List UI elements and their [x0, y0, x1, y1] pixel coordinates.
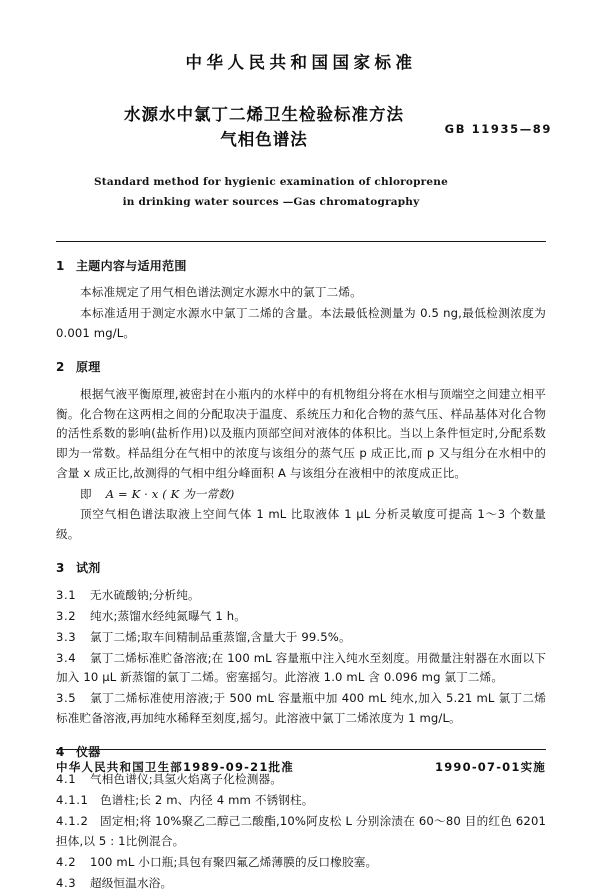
instrument-item — [56, 853, 546, 873]
reagent-item-label: 3.5 — [56, 691, 77, 706]
instrument-item-label: 4.1.2 — [56, 813, 89, 828]
section-2-number: 2 — [56, 359, 65, 374]
instrument-item — [56, 812, 546, 852]
section-2-formula-line — [56, 485, 546, 505]
section-4-number: 4 — [56, 745, 65, 760]
instrument-item-label: 4.3 — [56, 875, 77, 890]
reagent-item-text: 纯水;蒸馏水经纯氮曝气 1 h。 — [90, 608, 246, 623]
instrument-item-text: 色谱柱;长 2 m、内径 4 mm 不锈钢柱。 — [100, 792, 314, 807]
instrument-item — [56, 874, 546, 894]
document-title — [64, 102, 464, 153]
instrument-item-label: 4.1 — [56, 771, 77, 786]
section-heading-2 — [56, 357, 546, 378]
formula-keyword: 即 — [80, 487, 92, 502]
section-1-paragraph-1: 本标准规定了用气相色谱法测定水源水中的氯丁二烯。 — [80, 285, 362, 300]
section-1-number: 1 — [56, 258, 65, 273]
section-2-paragraph-2: 顶空气相色谱法取液上空间气体 1 mL 比取液体 1 μL 分析灵敏度可提高 1～3 个数量级。 — [56, 507, 546, 542]
reagent-item-label: 3.2 — [56, 608, 77, 623]
section-heading-1 — [56, 256, 546, 277]
reagent-item-label: 3.4 — [56, 650, 77, 665]
english-title — [66, 173, 476, 213]
reagent-item-label: 3.1 — [56, 587, 77, 602]
footer-row — [56, 759, 546, 775]
instrument-item-text: 超级恒温水浴。 — [90, 875, 173, 890]
reagent-item-text: 氯丁二烯;取车间精制品重蒸馏,含量大于 99.5%。 — [90, 629, 351, 644]
document-body — [56, 256, 546, 894]
reagent-item-label: 3.3 — [56, 629, 77, 644]
reagent-item-text: 无水硫酸钠;分析纯。 — [90, 587, 200, 602]
reagent-item — [56, 689, 546, 729]
standard-number: GB 11935—89 — [444, 121, 552, 136]
section-2-title: 原理 — [76, 359, 101, 374]
section-heading-3 — [56, 558, 546, 579]
document-title-line-1: 水源水中氯丁二烯卫生检验标准方法 — [124, 104, 404, 124]
english-title-line-2: in drinking water sources —Gas chromatography — [122, 195, 420, 208]
page-footer — [56, 749, 546, 775]
instrument-item-text: 100 mL 小口瓶;具包有聚四氟乙烯薄膜的反口橡胶塞。 — [90, 854, 378, 869]
section-3-number: 3 — [56, 561, 65, 576]
instrument-item-label: 4.1.1 — [56, 792, 89, 807]
approval-statement: 中华人民共和国卫生部1989-09-21批准 — [56, 760, 294, 774]
reagent-item — [56, 586, 546, 606]
title-block — [56, 102, 552, 153]
instrument-item-label: 4.2 — [56, 854, 77, 869]
section-4-title: 仪器 — [76, 745, 101, 760]
section-2-paragraph-1: 根据气液平衡原理,被密封在小瓶内的水样中的有机物组分将在水相与顶端空之间建立相平衡。化合物在这两相之间的分配取决于温度、系统压力和化合物的蒸气压、样品基体对化合物的活性系数的影响(盐析作用)以及瓶内顶部空间对液体的体积比。当以上条件恒定时,分配系数即为一常数。样品组分在气相中的浓度与该组分的蒸气压 p 成正比,而 p 又与组分在水相中的含量 x 成正比,故测得的气相中组分峰面积 A 与该组分在液相中的浓度成正比。 — [56, 386, 546, 481]
instrument-item — [56, 791, 546, 811]
instrument-item-text: 固定相;将 10%聚乙二醇己二酸酯,10%阿皮松 L 分别涂渍在 60～80 目的红色 6201 担体,以 5 : 1比例混合。 — [56, 813, 546, 848]
section-1-paragraph-2: 本标准适用于测定水源水中氯丁二烯的含量。本法最低检测量为 0.5 ng,最低检测浓度为 0.001 mg/L。 — [56, 306, 546, 340]
national-standard-heading: 中华人民共和国国家标准 — [185, 53, 417, 72]
reagent-item — [56, 628, 546, 648]
reagent-item — [56, 607, 546, 627]
reagent-item — [56, 649, 546, 689]
reagent-item-text: 氯丁二烯标准使用溶液;于 500 mL 容量瓶中加 400 mL 纯水,加入 5.21 mL 氯丁二烯标准贮备溶液,再加纯水稀释至刻度,摇匀。此溶液中氯丁二烯浓度为 1 mg/L。 — [56, 691, 546, 726]
section-1-title: 主题内容与适用范围 — [76, 258, 187, 273]
english-title-line-1: Standard method for hygienic examination of chloroprene — [94, 175, 448, 188]
section-3-title: 试剂 — [76, 561, 101, 576]
instrument-item-text: 气相色谱仪;具氢火焰离子化检测器。 — [90, 771, 282, 786]
footer-divider — [56, 749, 546, 750]
header-divider — [56, 241, 546, 242]
document-title-line-2: 气相色谱法 — [220, 130, 308, 150]
reagent-item-text: 氯丁二烯标准贮备溶液;在 100 mL 容量瓶中注入纯水至刻度。用微量注射器在水面以下加入 10 μL 新蒸馏的氯丁二烯。密塞摇匀。此溶液 1.0 mL 含 0.096 mg 氯丁二烯。 — [56, 650, 546, 685]
implementation-statement: 1990-07-01实施 — [435, 760, 546, 774]
formula-expression: A = K · x ( K 为一常数) — [105, 487, 235, 502]
masthead — [56, 0, 552, 213]
